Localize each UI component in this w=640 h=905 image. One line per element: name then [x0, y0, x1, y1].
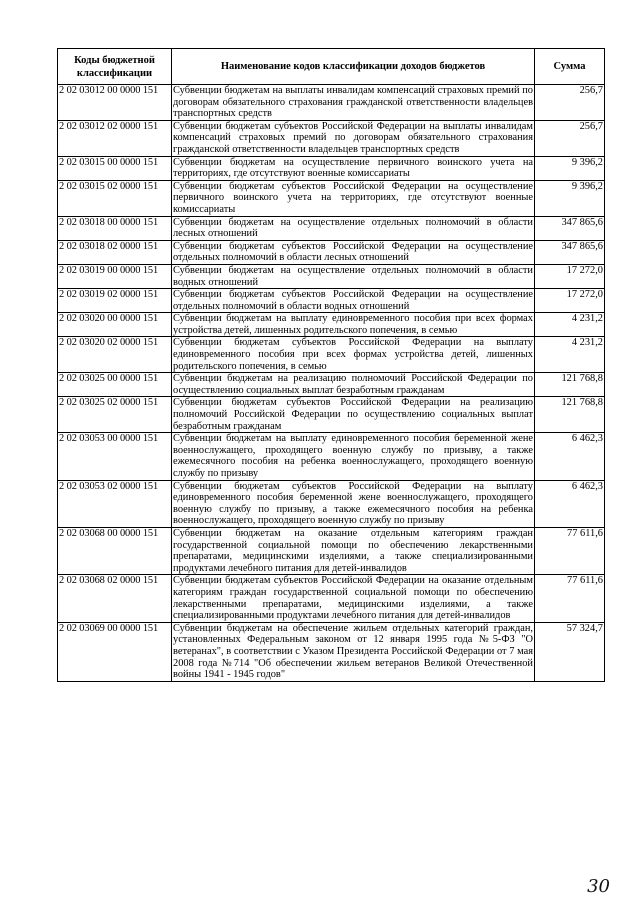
row-sum: 121 768,8 [535, 397, 605, 433]
row-code: 2 02 03025 02 0000 151 [58, 397, 172, 433]
row-sum: 347 865,6 [535, 216, 605, 240]
row-name: Субвенции бюджетам на осуществление первичного воинского учета на территориях, где отсутствуют военные комиссариаты [173, 156, 533, 180]
row-sum: 256,7 [535, 85, 605, 121]
table-row [58, 373, 605, 397]
row-code: 2 02 03020 02 0000 151 [58, 337, 172, 373]
row-code: 2 02 03012 00 0000 151 [58, 85, 172, 121]
table-body [58, 85, 605, 682]
table-row [58, 156, 605, 180]
row-sum: 17 272,0 [535, 264, 605, 288]
table-row [58, 264, 605, 288]
row-name: Субвенции бюджетам на осуществление отдельных полномочий в области водных отношений [173, 264, 533, 288]
row-name: Субвенции бюджетам субъектов Российской Федерации на осуществление отдельных полномочий в области лесных отношений [173, 240, 533, 264]
table-row [58, 289, 605, 313]
row-sum: 4 231,2 [535, 313, 605, 337]
budget-revenue-table [57, 48, 605, 682]
row-sum: 4 231,2 [535, 337, 605, 373]
header-name: Наименование кодов классификации доходов бюджетов [172, 49, 535, 85]
row-sum: 6 462,3 [535, 433, 605, 480]
header-code: Коды бюджетной классификации [58, 49, 172, 85]
row-name: Субвенции бюджетам на выплату единовременного пособия при всех формах устройства детей, лишенных родительского попечения, в семью [173, 313, 533, 336]
row-name: Субвенции бюджетам на реализацию полномочий Российской Федерации по осуществлению социальных выплат безработным гражданам [173, 373, 533, 396]
table-row [58, 313, 605, 337]
page-number: 30 [587, 876, 610, 897]
row-sum: 77 611,6 [535, 527, 605, 574]
row-sum: 9 396,2 [535, 156, 605, 180]
table-row [58, 120, 605, 156]
row-code: 2 02 03068 00 0000 151 [58, 527, 172, 574]
row-code: 2 02 03053 02 0000 151 [58, 480, 172, 527]
row-code: 2 02 03020 00 0000 151 [58, 313, 172, 337]
row-sum: 17 272,0 [535, 289, 605, 313]
row-name: Субвенции бюджетам на выплату единовременного пособия беременной жене военнослужащего, проходящего военную службу по призыву, а также ежемесячного пособия на ребенка военнослужащего, проходящего военную службу по призыву [173, 433, 533, 479]
row-sum: 77 611,6 [535, 575, 605, 622]
table-header-row [58, 49, 605, 85]
table-row [58, 480, 605, 527]
row-code: 2 02 03018 00 0000 151 [58, 216, 172, 240]
row-name: Субвенции бюджетам субъектов Российской Федерации на реализацию полномочий Российской Федерации по осуществлению социальных выплат безработным гражданам [173, 397, 533, 432]
table-row [58, 397, 605, 433]
row-name: Субвенции бюджетам субъектов Российской Федерации на оказание отдельным категориям граждан государственной социальной помощи по обеспечению лекарственными препаратами, медицинскими изделиями, а также специализированными продуктами лечебного питания для детей-инвалидов [173, 575, 533, 622]
row-name: Субвенции бюджетам субъектов Российской Федерации на осуществление отдельных полномочий в области водных отношений [173, 289, 533, 312]
row-code: 2 02 03015 02 0000 151 [58, 180, 172, 216]
row-name: Субвенции бюджетам субъектов Российской Федерации на осуществление первичного воинского учета на территориях, где отсутствуют военные комиссариаты [173, 180, 533, 215]
row-sum: 6 462,3 [535, 480, 605, 527]
row-name: Субвенции бюджетам субъектов Российской Федерации на выплату единовременного пособия беременной жене военнослужащего, проходящего военную службу по призыву, а также ежемесячного пособия на ребенка военнослужащего, проходящего военную службу по призыву [173, 480, 533, 527]
row-code: 2 02 03015 00 0000 151 [58, 156, 172, 180]
row-code: 2 02 03019 02 0000 151 [58, 289, 172, 313]
row-code: 2 02 03018 02 0000 151 [58, 240, 172, 264]
row-sum: 256,7 [535, 120, 605, 156]
row-code: 2 02 03069 00 0000 151 [58, 622, 172, 681]
row-code: 2 02 03053 00 0000 151 [58, 433, 172, 480]
row-name: Субвенции бюджетам субъектов Российской Федерации на выплату единовременного пособия при всех формах устройства детей, лишенных родительского попечения, в семью [173, 337, 533, 372]
table-row [58, 433, 605, 480]
row-name: Субвенции бюджетам на оказание отдельным категориям граждан государственной социальной помощи по обеспечению лекарственными препаратами, медицинскими изделиями, а также специализированными продуктами лечебного питания для детей-инвалидов [173, 527, 533, 574]
header-sum: Сумма [535, 49, 605, 85]
row-sum: 121 768,8 [535, 373, 605, 397]
row-name: Субвенции бюджетам субъектов Российской Федерации на выплаты инвалидам компенсаций страховых премий по договорам обязательного страхования гражданской ответственности владельцев транспортных средств [173, 120, 533, 155]
table-row [58, 216, 605, 240]
row-code: 2 02 03025 00 0000 151 [58, 373, 172, 397]
table-row [58, 85, 605, 121]
row-sum: 57 324,7 [535, 622, 605, 681]
table-row [58, 180, 605, 216]
row-code: 2 02 03012 02 0000 151 [58, 120, 172, 156]
row-code: 2 02 03019 00 0000 151 [58, 264, 172, 288]
row-name: Субвенции бюджетам на обеспечение жильем отдельных категорий граждан, установленных Федеральным законом от 12 января 1995 года №5-ФЗ "О ветеранах", в соответствии с Указом Президента Российской Федерации от 7 мая 2008 года №714 "Об обеспечении жильем ветеранов Великой Отечественной войны 1941 - 1945 годов" [173, 622, 533, 681]
table-row [58, 527, 605, 574]
row-sum: 347 865,6 [535, 240, 605, 264]
row-code: 2 02 03068 02 0000 151 [58, 575, 172, 622]
row-name: Субвенции бюджетам на выплаты инвалидам компенсаций страховых премий по договорам обязательного страхования гражданской ответственности владельцев транспортных средств [173, 85, 533, 120]
row-sum: 9 396,2 [535, 180, 605, 216]
table-row [58, 622, 605, 681]
table-row [58, 240, 605, 264]
table-row [58, 575, 605, 622]
table-row [58, 337, 605, 373]
row-name: Субвенции бюджетам на осуществление отдельных полномочий в области лесных отношений [173, 216, 533, 240]
